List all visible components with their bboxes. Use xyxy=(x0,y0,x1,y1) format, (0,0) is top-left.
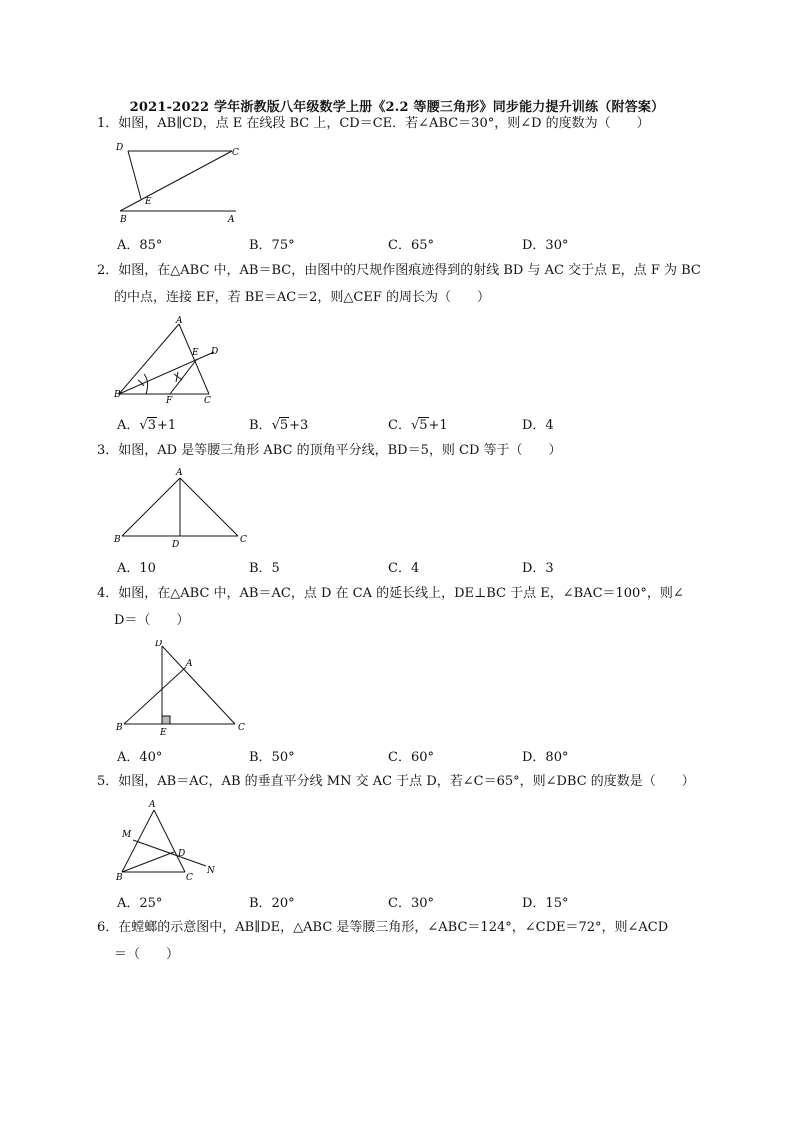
question-text: 在螳螂的示意图中，AB∥DE，△ABC 是等腰三角形，∠ABC＝124°，∠CDE＝72°，则∠ACD xyxy=(118,920,669,935)
label-a: A xyxy=(228,215,235,225)
label-a: A xyxy=(186,659,193,669)
figure-q4 xyxy=(110,640,250,740)
option-b[interactable]: B．50° xyxy=(249,750,295,765)
option-c[interactable]: C．65° xyxy=(388,238,434,253)
question-number: 6． xyxy=(97,920,119,935)
label-b: B xyxy=(116,723,123,733)
question-number: 2． xyxy=(97,263,119,278)
option-b[interactable]: B．75° xyxy=(249,238,295,253)
option-a[interactable]: A．√3+1 xyxy=(117,418,177,433)
label-d: D xyxy=(116,143,124,153)
question-number: 3． xyxy=(97,443,119,458)
option-radicand: 3 xyxy=(147,418,156,433)
option-b[interactable]: B．√5+3 xyxy=(249,418,309,433)
label-d: D xyxy=(178,849,186,859)
option-c[interactable]: C．60° xyxy=(388,750,434,765)
option-a[interactable]: A．85° xyxy=(117,238,163,253)
question-6 xyxy=(97,914,701,968)
label-d: D xyxy=(211,347,219,357)
question-text-line2: D＝（ ） xyxy=(114,613,190,628)
option-c[interactable]: C．√5+1 xyxy=(388,418,448,433)
question-text: 如图，AB∥CD，点 E 在线段 BC 上，CD＝CE．若∠ABC＝30°，则∠D 的度数为（ ） xyxy=(118,116,650,131)
figure-q2 xyxy=(110,314,230,404)
label-m: M xyxy=(122,830,132,840)
option-c[interactable]: C．30° xyxy=(388,896,434,911)
label-c: C xyxy=(238,723,245,733)
option-radicand: 5 xyxy=(419,418,428,433)
option-b[interactable]: B．5 xyxy=(249,561,280,576)
option-b[interactable]: B．20° xyxy=(249,896,295,911)
option-label: C． xyxy=(388,418,411,433)
label-e: E xyxy=(145,197,152,207)
label-n: N xyxy=(207,866,215,876)
label-a: A xyxy=(149,800,156,810)
figure-q1 xyxy=(110,140,250,226)
option-a[interactable]: A．25° xyxy=(117,896,163,911)
question-4 xyxy=(97,580,701,634)
question-3 xyxy=(97,437,701,464)
label-b: B xyxy=(114,390,121,400)
question-text: 如图，AD 是等腰三角形 ABC 的顶角平分线，BD＝5，则 CD 等于（ ） xyxy=(118,443,562,458)
label-e: E xyxy=(192,348,199,358)
question-number: 4． xyxy=(97,586,119,601)
page-title: 2021-2022 学年浙教版八年级数学上册《2.2 等腰三角形》同步能力提升训练（附答案） xyxy=(129,100,665,115)
option-d[interactable]: D．30° xyxy=(522,238,569,253)
label-b: B xyxy=(114,535,121,545)
question-text-line2: 的中点，连接 EF，若 BE＝AC＝2，则△CEF 的周长为（ ） xyxy=(114,290,491,305)
option-d[interactable]: D．80° xyxy=(522,750,569,765)
label-a: A xyxy=(176,316,183,326)
question-number: 5． xyxy=(97,774,119,789)
option-radicand: 5 xyxy=(279,418,289,433)
question-text-line2: ＝（ ） xyxy=(114,947,180,962)
label-b: B xyxy=(120,215,127,225)
option-a[interactable]: A．40° xyxy=(117,750,163,765)
question-text: 如图，在△ABC 中，AB＝AC，点 D 在 CA 的延长线上，DE⊥BC 于点 E，∠BAC＝100°，则∠ xyxy=(118,586,684,601)
option-suffix: +1 xyxy=(156,418,177,433)
label-d: D xyxy=(172,540,180,550)
label-c: C xyxy=(232,148,239,158)
label-d: D xyxy=(155,640,163,649)
question-1 xyxy=(97,110,701,137)
label-c: C xyxy=(240,535,247,545)
option-a[interactable]: A．10 xyxy=(117,561,156,576)
option-label: B． xyxy=(249,418,272,433)
question-number: 1． xyxy=(97,116,119,131)
option-d[interactable]: D．4 xyxy=(522,418,554,433)
option-d[interactable]: D．15° xyxy=(522,896,569,911)
option-d[interactable]: D．3 xyxy=(522,561,554,576)
question-5 xyxy=(97,768,701,795)
option-suffix: +1 xyxy=(428,418,448,433)
label-c: C xyxy=(204,396,211,404)
question-text: 如图，AB＝AC，AB 的垂直平分线 MN 交 AC 于点 D，若∠C＝65°，则∠DBC 的度数是（ ） xyxy=(118,774,695,789)
label-b: B xyxy=(116,873,123,883)
option-suffix: +3 xyxy=(289,418,309,433)
question-text: 如图，在△ABC 中，AB＝BC，由图中的尺规作图痕迹得到的射线 BD 与 AC 交于点 E，点 F 为 BC xyxy=(118,263,701,278)
label-c: C xyxy=(186,873,193,883)
figure-q5 xyxy=(110,798,220,884)
label-f: F xyxy=(166,396,173,404)
figure-q3 xyxy=(110,466,250,552)
question-2 xyxy=(97,257,701,311)
option-c[interactable]: C．4 xyxy=(388,561,420,576)
label-e: E xyxy=(160,728,167,738)
label-a: A xyxy=(176,468,183,478)
option-label: A． xyxy=(117,418,140,433)
